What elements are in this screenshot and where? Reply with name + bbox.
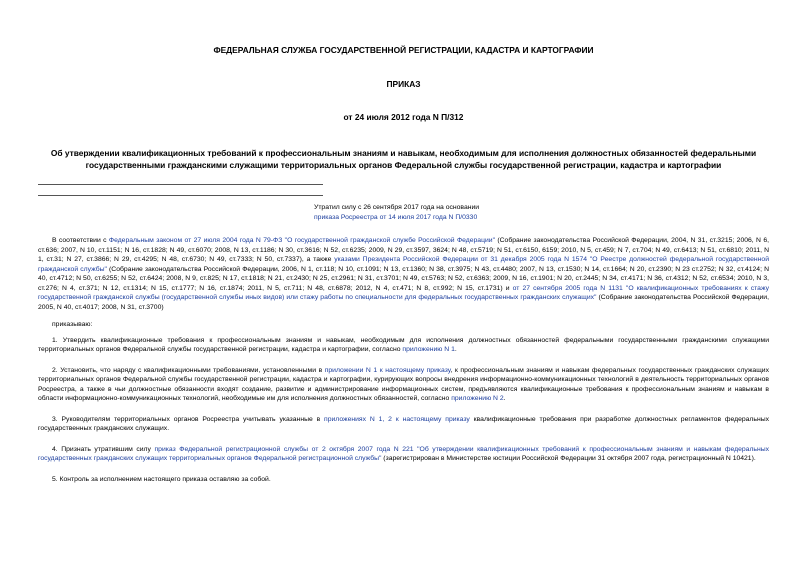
clause-4-text-2: (зарегистрирован в Министерстве юстиции Российской Федерации 31 октября 2007 года, регистрационный N 10421).	[381, 455, 756, 462]
preamble-text-2: (Собрание законодательства Российской Федерации, 2004, N 31, ст.3215; 2006, N 6, ст.636; 2007, N 10, ст.1151; N 16, ст.1828; N 49, ст.6070; 2008, N 13, ст.1186; N 30, ст.3616; N 52, ст.6235; 2009, N 29, ст.3597, 3624; N 48, ст.5719; N 51, ст.6150, 6159; 2010, N 5, ст.459; N 7, ст.704; N 49, ст.6413; N 51, ст.6810; 2011, N 1, ст.31; N 27, ст.3866; N 29, ст.4295; N 48, ст.6730; N 49, ст.7333; N 50, ст.7337), а также	[38, 237, 770, 263]
preamble-text-1: В соответствии с	[52, 237, 109, 244]
clause-4	[38, 445, 769, 464]
divider-bottom	[38, 195, 323, 196]
repeal-note-text: Утратил силу с 26 сентября 2017 года на основании	[314, 204, 480, 211]
appendix-2-link[interactable]: приложению N 2	[451, 395, 504, 402]
divider-top	[38, 184, 323, 185]
appendix-1-link[interactable]: приложению N 1	[402, 346, 455, 353]
repeal-note	[314, 203, 769, 222]
preamble-text-4: (Собрание законодательства Российской Федерации, 2005, N 40, ст.4017; 2008, N 31, ст.3700)	[38, 294, 769, 311]
clause-1-text: 1. Утвердить квалификационные требования к профессиональным знаниям и навыкам, необходимым для исполнения должностных обязанностей федеральными государственными гражданскими служащими территориальных органов Федеральной службы государственной регистрации, кадастра и картографии, согласно	[38, 336, 769, 353]
organization-heading: ФЕДЕРАЛЬНАЯ СЛУЖБА ГОСУДАРСТВЕННОЙ РЕГИСТРАЦИИ, КАДАСТРА И КАРТОГРАФИИ	[213, 45, 594, 55]
clause-1	[38, 336, 769, 355]
clause-2-text-2: , к профессиональным знаниям и навыкам федеральных государственных гражданских служащих территориальных органов Федеральной службы государственной регистрации, кадастра и картографии, курирующих вопросы внедрения информационно-коммуникационных технологий в деятельность территориальных органов Росреестра, а также в чьи должностные обязанности входят создание, развитие и администрирование информационных систем, предъявляются квалификационные требования к профессиональным знаниям и навыкам в области информационно-коммуникационных технологий, необходимые им для исполнения должностных обязанностей, согласно	[38, 366, 769, 402]
clause-2-text-1: 2. Установить, что наряду с квалификационными требованиями, установленными в	[52, 366, 325, 374]
appendices-1-2-link[interactable]: приложениях N 1, 2 к настоящему приказу	[324, 415, 470, 423]
document-title: Об утверждении квалификационных требований к профессиональным знаниям и навыкам, необходимым для исполнения должностных обязанностей федеральными государственными гражданскими служащими территориальных органов Федеральной службы государственной регистрации, кадастра и картографии	[50, 148, 757, 170]
clause-3-text-1: 3. Руководителям территориальных органов Росреестра учитывать указанные в	[52, 415, 325, 423]
federal-law-link[interactable]: Федеральным законом от 27 июля 2004 года N 79-ФЗ "О государственной гражданской службе Российской Федерации"	[108, 237, 495, 244]
preamble-paragraph	[38, 236, 769, 312]
clause-1-end: .	[454, 346, 457, 353]
decree-1131-link[interactable]: от 27 сентября 2005 года N 1131 "О квалификационных требованиях к стажу государственной гражданской службы (государственной службы иных видов) или стажу работы по специальности для федеральных государственных гражданских служащих"	[38, 284, 769, 301]
repealed-order-link[interactable]: приказ Федеральной регистрационной службы от 2 октября 2007 года N 221 "Об утверждении квалификационных требований к профессиональным знаниям и навыкам федеральных государственных гражданских служащих территориальных органов Федеральной регистрационной службы"	[38, 445, 769, 462]
order-statement: приказываю:	[52, 321, 93, 328]
presidential-decree-link[interactable]: указами Президента Российской Федерации от 31 декабря 2005 года N 1574 "О Реестре должностей федеральной государственной гражданской службы"	[38, 256, 769, 273]
clause-4-text-1: 4. Признать утратившим силу	[52, 445, 155, 453]
document-type-heading: ПРИКАЗ	[386, 79, 421, 89]
document-body	[38, 236, 769, 484]
clause-2	[38, 366, 769, 404]
clause-3	[38, 415, 769, 434]
repeal-order-link[interactable]: приказа Росреестра от 14 июля 2017 года N П/0330	[314, 213, 478, 221]
clause-3-text-2: квалификационные требования при разработке должностных регламентов федеральных государственных гражданских служащих.	[38, 415, 769, 432]
document-date-number: от 24 июля 2012 года N П/312	[343, 112, 464, 122]
preamble-text-3: (Собрание законодательства Российской Федерации, 2006, N 1, ст.118; N 10, ст.1091; N 13, ст.1360; N 38, ст.3975; N 43, ст.4480; 2007, N 13, ст.1530; N 14, ст.1664; N 20, ст.2390; N 23 ст.2752; N 32, ст.4124; N 40, ст.4712; N 50, ст.6255; N 52, ст.6424; 2008, N 9, ст.825; N 17, ст.1818; N 21, ст.2430; N 25, ст.2961; N 31, ст.3701; N 49, ст.5763; N 52, ст.6363; 2009, N 16, ст.1901; N 20, ст.2445; N 34, ст.4171; N 36, ст.4312; N 52, ст.6534; 2010, N 3, ст.276; N 4, ст.371; N 12, ст.1314; N 15, ст.1777; N 16, ст.1874; 2011, N 5, ст.711; N 48, ст.6878; 2012, N 4, ст.471; N 8, ст.992; N 15, ст.1731) и	[38, 265, 770, 292]
appendix-1-order-link[interactable]: приложении N 1 к настоящему приказу	[324, 366, 451, 374]
clause-5: 5. Контроль за исполнением настоящего приказа оставляю за собой.	[52, 475, 271, 483]
clause-2-end: .	[503, 395, 506, 402]
